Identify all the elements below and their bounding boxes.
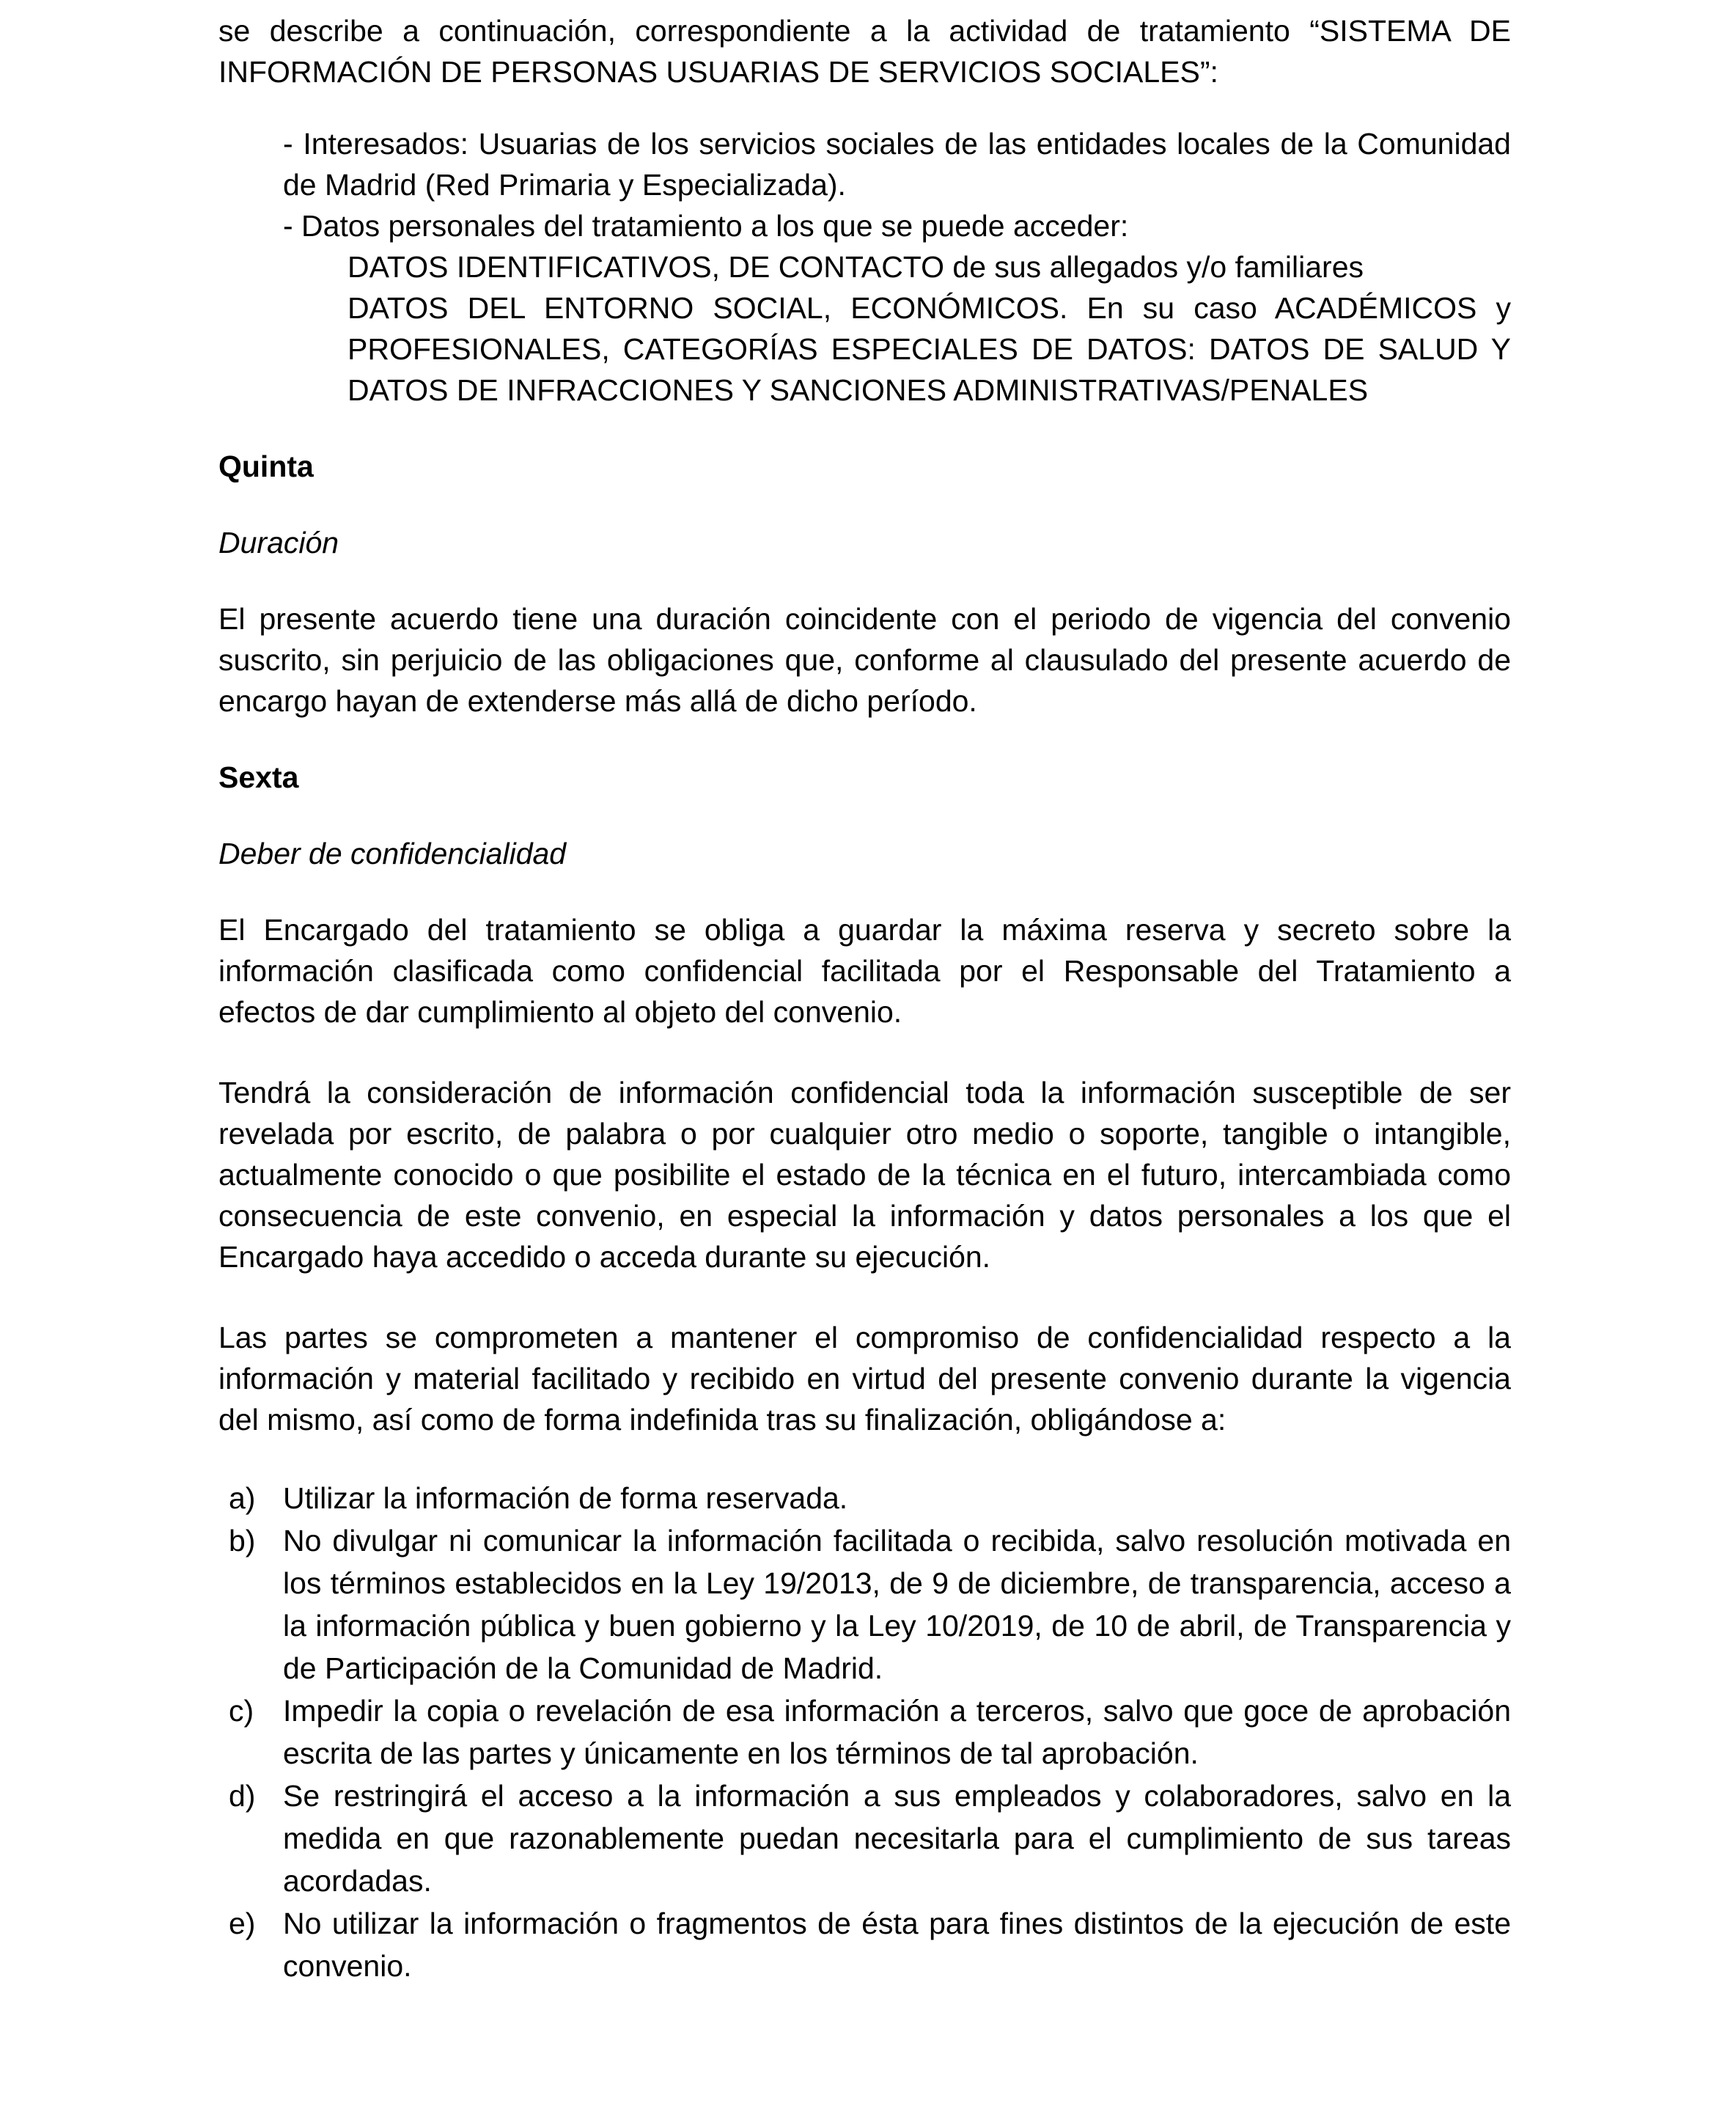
intro-paragraph: se describe a continuación, correspondiente a la actividad de tratamiento “SISTEMA DE INFORMACIÓN DE PERSONAS USUARIAS DE SERVICIOS SOCIALES”: [218,14,1511,89]
list-item [218,1775,1511,1902]
bullet-interesados: - Interesados: Usuarias de los servicios sociales de las entidades locales de la Comunidad de Madrid (Red Primaria y Especializada). [283,127,1511,202]
confidencialidad-paragraph-2: Tendrá la consideración de información confidencial toda la información susceptible de ser revelada por escrito, de palabra o por cualquier otro medio o soporte, tangible o intangible, actualmente conocido o que posibilite el estado de la técnica en el futuro, intercambiada como consecuencia de este convenio, en especial la información y datos personales a los que el Encargado haya accedido o acceda durante su ejecución. [218,1076,1511,1274]
list-item-text: No utilizar la información o fragmentos de ésta para fines distintos de la ejecución de este convenio. [283,1907,1511,1983]
confidencialidad-paragraph-3: Las partes se comprometen a mantener el compromiso de confidencialidad respecto a la información y material facilitado y recibido en virtud del presente convenio durante la vigencia del mismo, así como de forma indefinida tras su finalización, obligándose a: [218,1321,1511,1437]
list-item-label: e) [229,1907,256,1940]
datos-line-entorno: DATOS DEL ENTORNO SOCIAL, ECONÓMICOS. En su caso ACADÉMICOS y PROFESIONALES, CATEGORÍAS ESPECIALES DE DATOS: DATOS DE SALUD Y DATOS DE INFRACCIONES Y SANCIONES ADMINISTRATIVAS/PENALES [347,291,1511,407]
datos-details [283,246,1511,411]
clause-heading-sexta: Sexta [218,760,299,794]
list-item-text: Utilizar la información de forma reservada. [283,1481,848,1515]
list-item-label: c) [229,1694,254,1728]
list-item [218,1689,1511,1775]
clause-subheading-duracion: Duración [218,526,339,559]
datos-line-identificativos: DATOS IDENTIFICATIVOS, DE CONTACTO de sus allegados y/o familiares [347,250,1364,284]
list-item-label: d) [229,1779,256,1813]
bullet-datos-title: - Datos personales del tratamiento a los que se puede acceder: [283,209,1129,243]
duracion-paragraph: El presente acuerdo tiene una duración coincidente con el periodo de vigencia del convenio suscrito, sin perjuicio de las obligaciones que, conforme al clausulado del presente acuerdo de encargo hayan de extenderse más allá de dicho período. [218,602,1511,718]
confidencialidad-paragraph-1: El Encargado del tratamiento se obliga a guardar la máxima reserva y secreto sobre la información clasificada como confidencial facilitada por el Responsable del Tratamiento a efectos de dar cumplimiento al objeto del convenio. [218,913,1511,1029]
obligations-list [218,1477,1511,1987]
list-item-text: No divulgar ni comunicar la información facilitada o recibida, salvo resolución motivada en los términos establecidos en la Ley 19/2013, de 9 de diciembre, de transparencia, acceso a la información pública y buen gobierno y la Ley 10/2019, de 10 de abril, de Transparencia y de Participación de la Comunidad de Madrid. [283,1524,1511,1685]
clause-subheading-confidencialidad: Deber de confidencialidad [218,837,567,870]
list-item-label: a) [229,1481,256,1515]
list-item-label: b) [229,1524,256,1558]
list-item [218,1519,1511,1689]
document-page [218,0,1511,1987]
data-bullets [218,123,1511,411]
list-item [218,1477,1511,1519]
clause-heading-quinta: Quinta [218,450,314,483]
list-item-text: Impedir la copia o revelación de esa información a terceros, salvo que goce de aprobación escrita de las partes y únicamente en los términos de tal aprobación. [283,1694,1511,1770]
list-item-text: Se restringirá el acceso a la información a sus empleados y colaboradores, salvo en la medida en que razonablemente puedan necesitarla para el cumplimiento de sus tareas acordadas. [283,1779,1511,1898]
list-item [218,1902,1511,1987]
